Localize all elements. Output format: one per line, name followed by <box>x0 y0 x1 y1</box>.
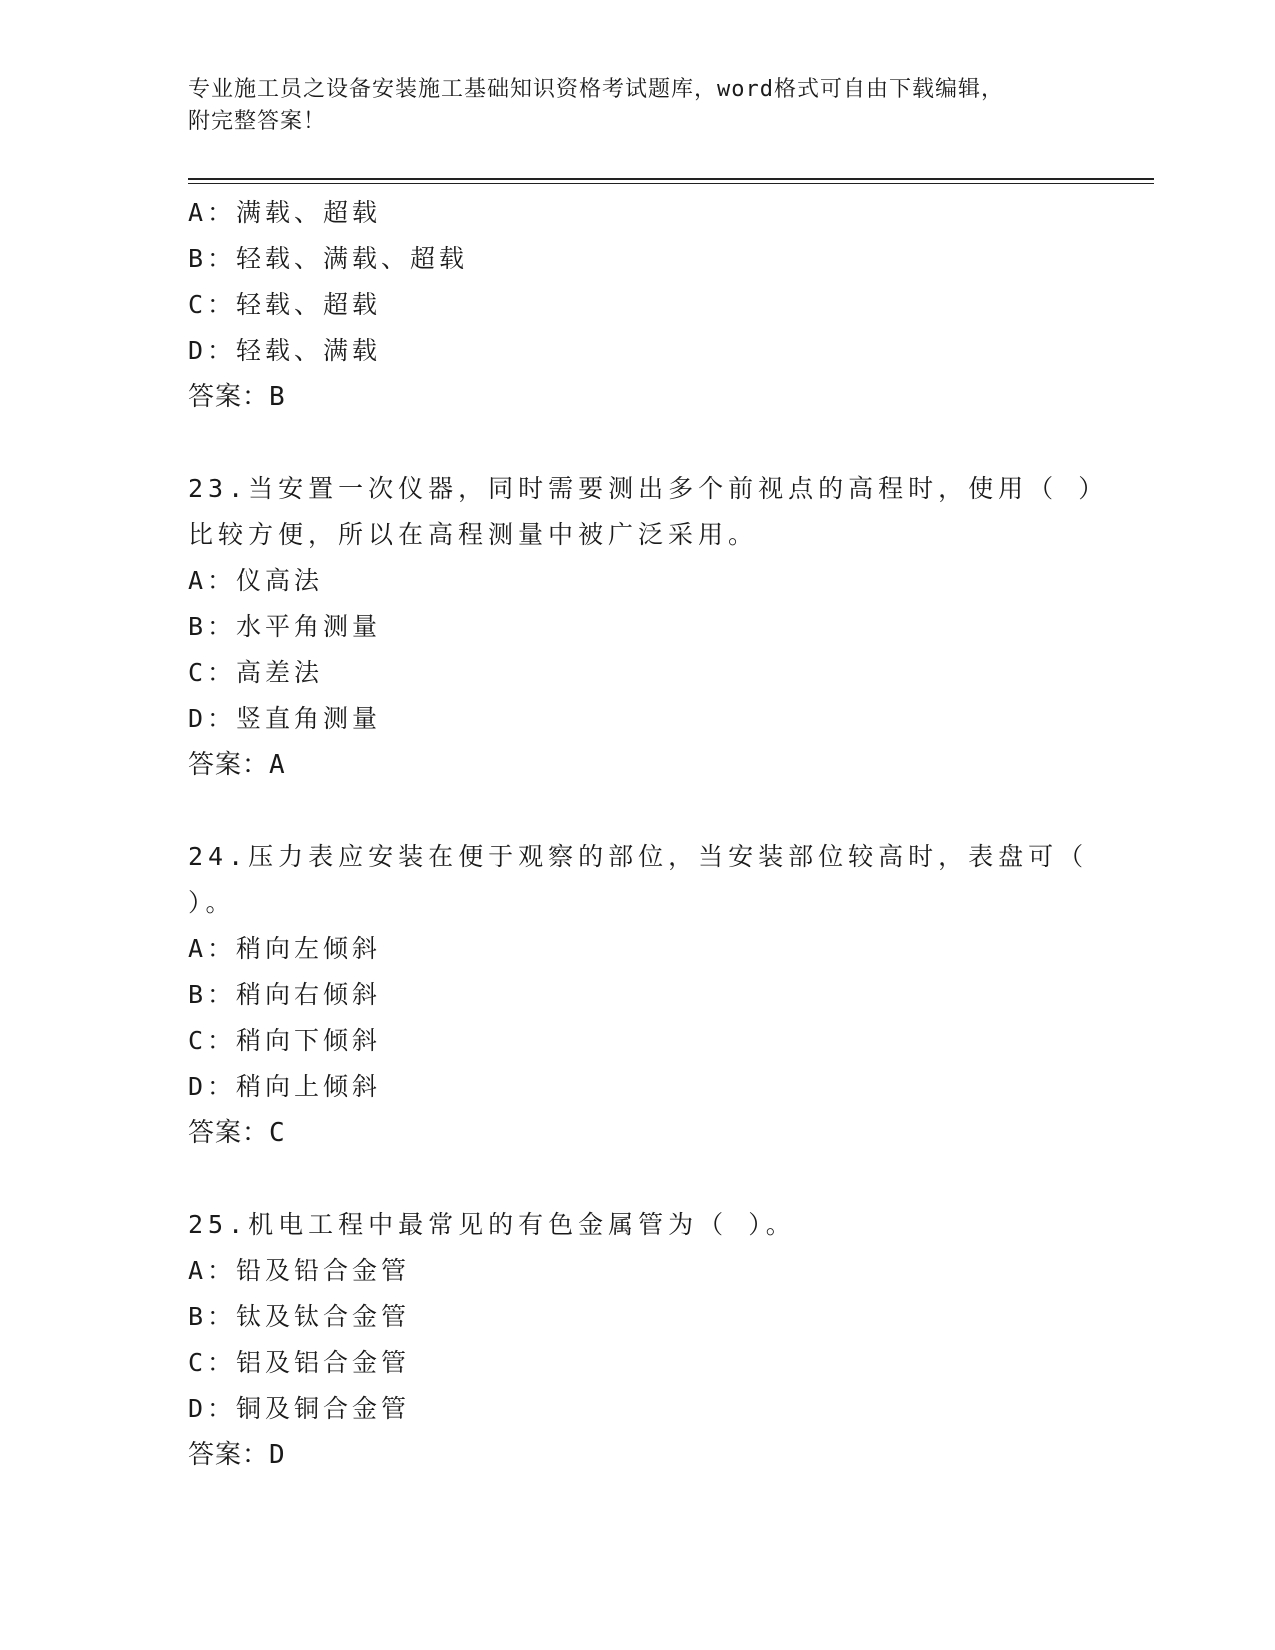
option-b: B：水平角测量 <box>188 612 382 641</box>
option-a: A：铅及铅合金管 <box>188 1256 411 1285</box>
answer-line: 答案：C <box>188 1118 286 1148</box>
question-23 <box>188 466 1109 788</box>
header-line-1: 专业施工员之设备安装施工基础知识资格考试题库，word格式可自由下载编辑， <box>188 77 1004 102</box>
question-22 <box>188 190 1088 420</box>
question-text-line-1: 25.机电工程中最常见的有色金属管为（ ）。 <box>188 1210 796 1239</box>
question-text-line-2: 比较方便，所以在高程测量中被广泛采用。 <box>188 520 759 549</box>
header-divider-thick <box>188 178 1154 180</box>
option-c: C：稍向下倾斜 <box>188 1026 382 1055</box>
answer-line: 答案：D <box>188 1440 286 1470</box>
spacer <box>188 1156 1088 1202</box>
question-list <box>188 190 1109 1478</box>
option-a: A：满载、超载 <box>188 198 382 227</box>
answer-line: 答案：A <box>188 750 286 780</box>
question-text-line-1: 24.压力表应安装在便于观察的部位，当安装部位较高时，表盘可（ <box>188 842 1089 871</box>
option-d: D：轻载、满载 <box>188 336 382 365</box>
option-a: A：仪高法 <box>188 566 324 595</box>
option-b: B：稍向右倾斜 <box>188 980 382 1009</box>
header-line-2: 附完整答案！ <box>188 109 327 134</box>
option-b: B：钛及钛合金管 <box>188 1302 411 1331</box>
spacer <box>188 788 1088 834</box>
header-divider-thin <box>188 183 1154 184</box>
answer-line: 答案：B <box>188 382 286 412</box>
question-25 <box>188 1202 1088 1478</box>
option-c: C：轻载、超载 <box>188 290 382 319</box>
spacer <box>188 420 1088 466</box>
option-d: D：稍向上倾斜 <box>188 1072 382 1101</box>
option-b: B：轻载、满载、超载 <box>188 244 469 273</box>
option-c: C：铝及铝合金管 <box>188 1348 411 1377</box>
question-24 <box>188 834 1088 1156</box>
question-text-line-1: 23.当安置一次仪器，同时需要测出多个前视点的高程时，使用（ ） <box>188 474 1109 503</box>
option-a: A：稍向左倾斜 <box>188 934 382 963</box>
question-text-line-2: ）。 <box>188 888 236 917</box>
document-header <box>188 74 1068 138</box>
option-c: C：高差法 <box>188 658 324 687</box>
option-d: D：竖直角测量 <box>188 704 382 733</box>
option-d: D：铜及铜合金管 <box>188 1394 411 1423</box>
